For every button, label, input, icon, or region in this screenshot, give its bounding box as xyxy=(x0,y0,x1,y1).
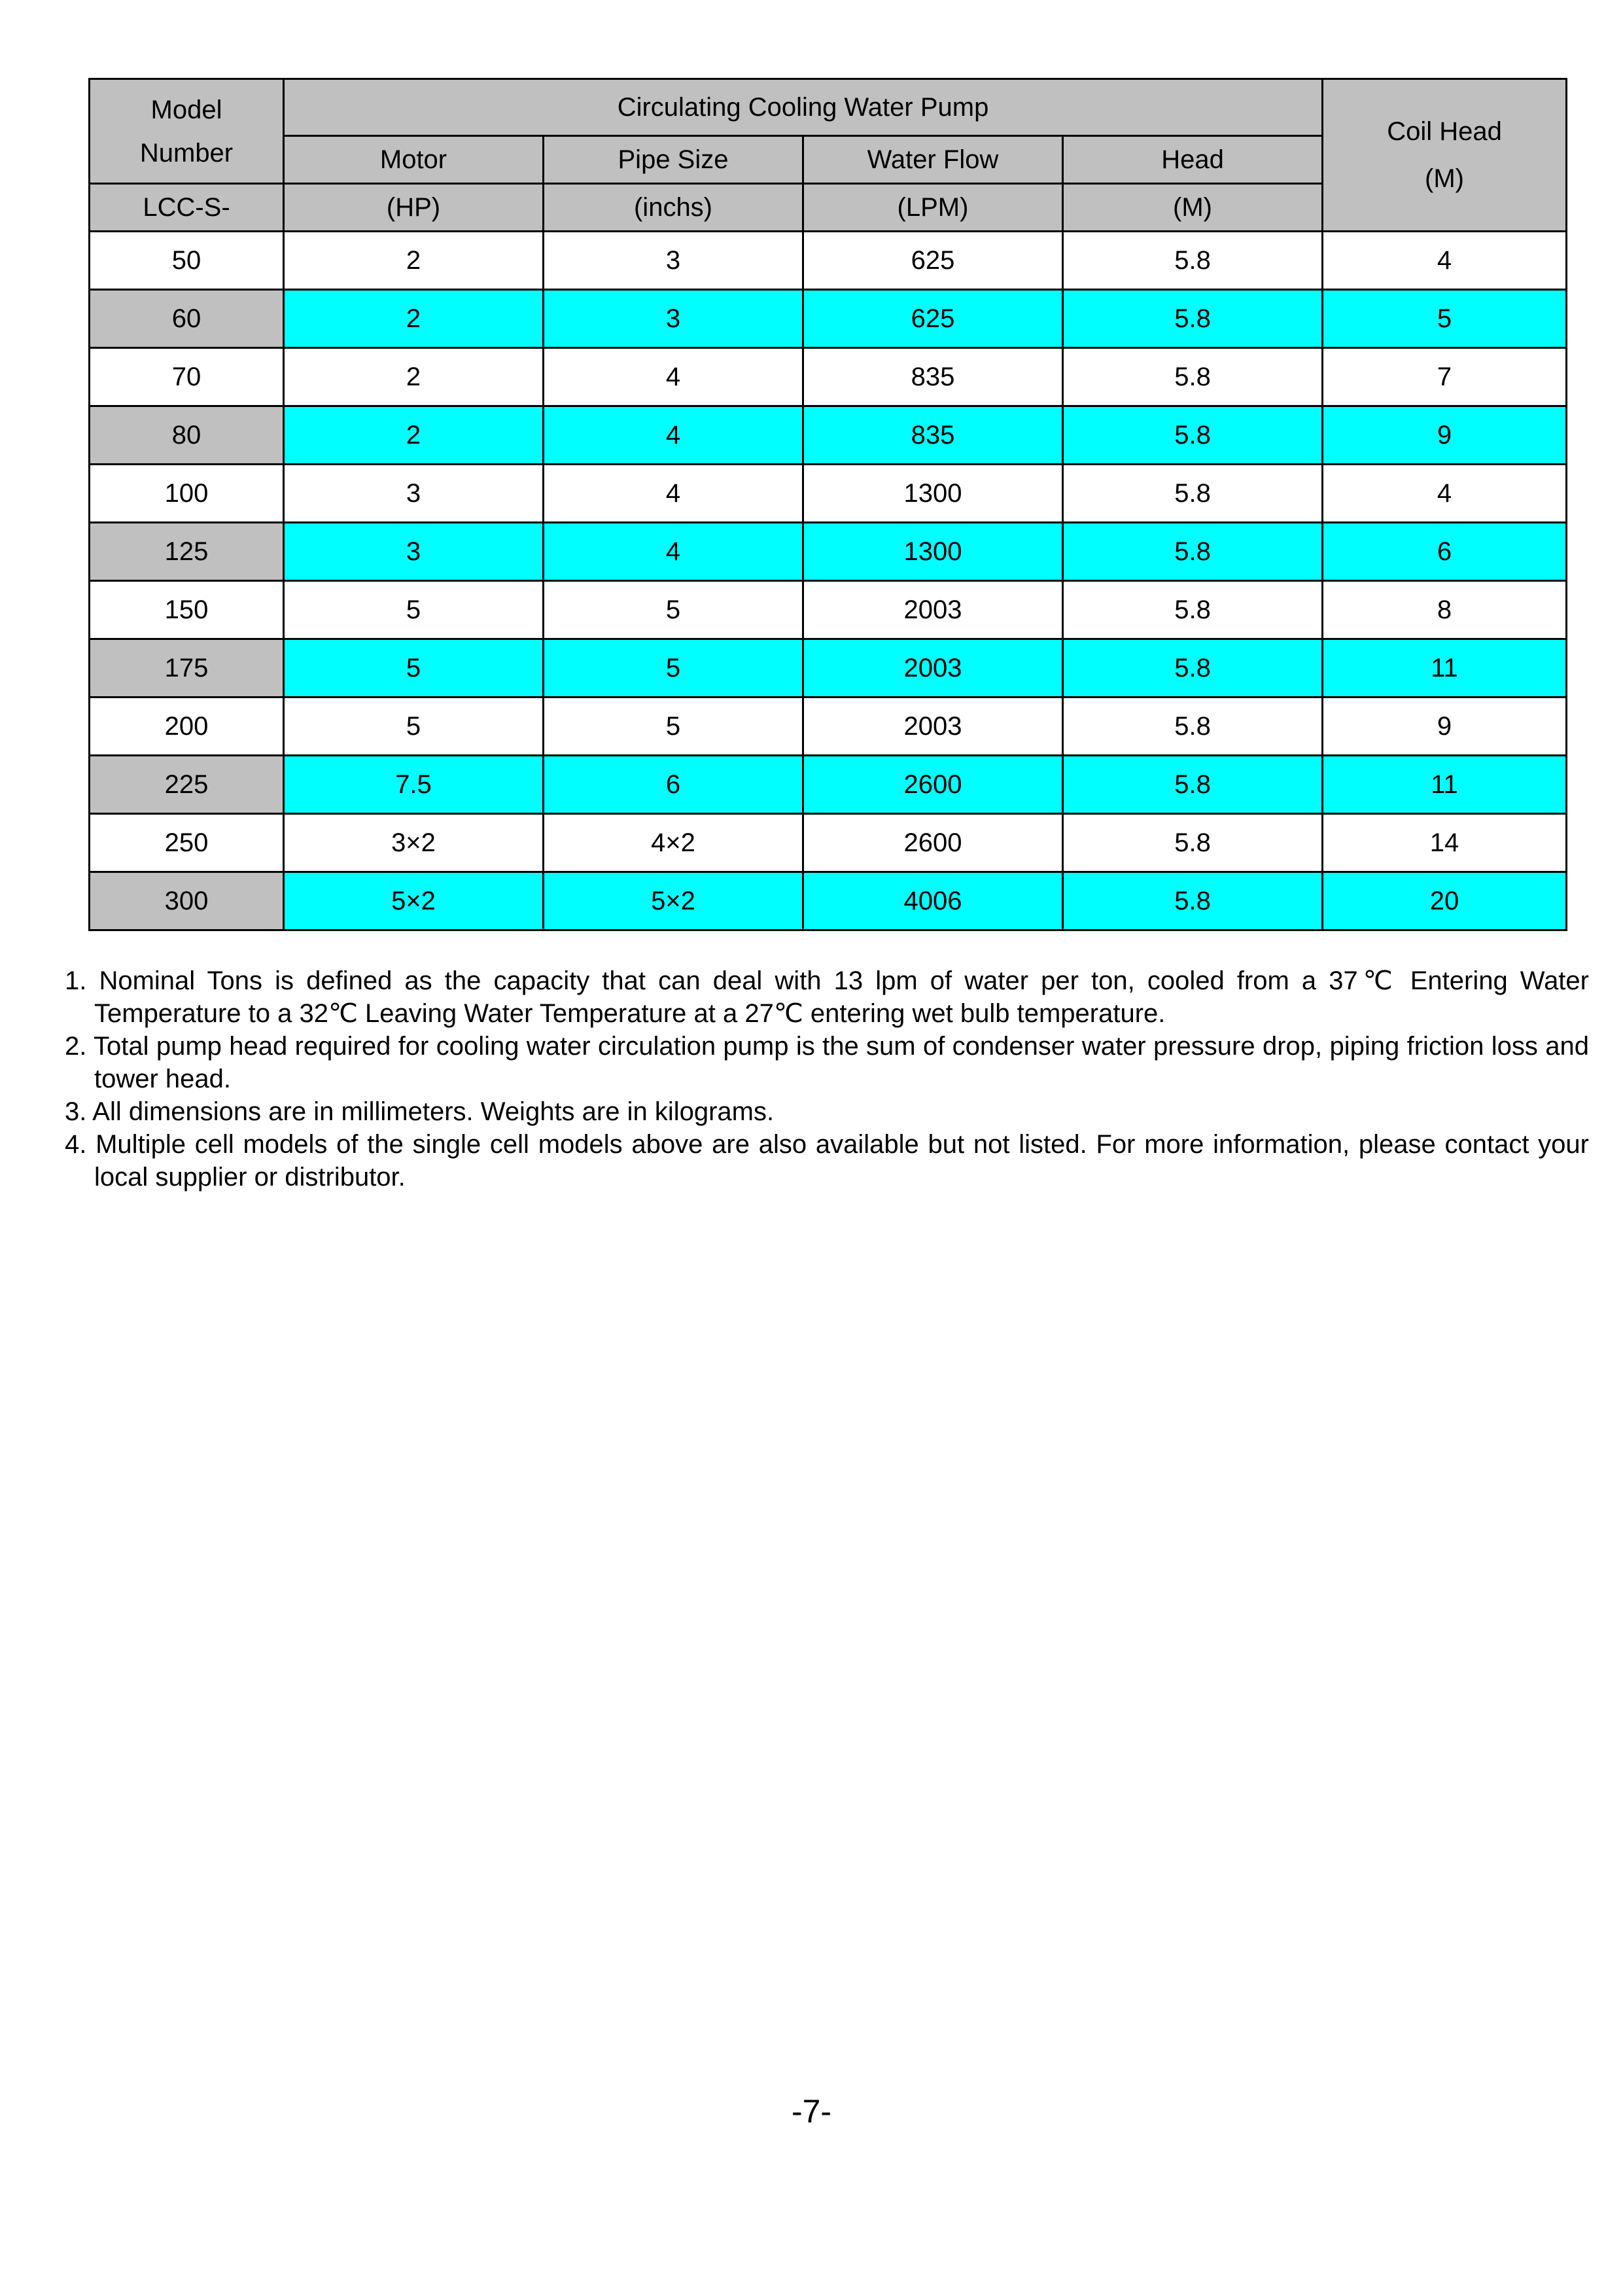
model-cell: 300 xyxy=(90,872,284,930)
pipe-size-cell: 4 xyxy=(544,523,803,581)
table-row xyxy=(90,814,1567,872)
head-cell: 5.8 xyxy=(1063,232,1323,290)
water-flow-cell: 835 xyxy=(803,348,1063,406)
head-cell: 5.8 xyxy=(1063,814,1323,872)
water-flow-cell: 4006 xyxy=(803,872,1063,930)
pipe-size-header: Pipe Size xyxy=(544,136,803,184)
head-header: Head xyxy=(1063,136,1323,184)
model-cell: 250 xyxy=(90,814,284,872)
coil-head-cell: 9 xyxy=(1323,406,1567,465)
model-cell: 100 xyxy=(90,465,284,523)
motor-cell: 2 xyxy=(284,290,544,348)
head-cell: 5.8 xyxy=(1063,698,1323,756)
motor-cell: 2 xyxy=(284,406,544,465)
model-cell: 125 xyxy=(90,523,284,581)
coil-head-cell: 20 xyxy=(1323,872,1567,930)
water-flow-cell: 2003 xyxy=(803,698,1063,756)
motor-cell: 2 xyxy=(284,348,544,406)
motor-cell: 5 xyxy=(284,639,544,698)
coil-head-unit: (M) xyxy=(1425,164,1464,193)
coil-head-cell: 8 xyxy=(1323,581,1567,639)
water-flow-cell: 2600 xyxy=(803,756,1063,814)
table-row xyxy=(90,348,1567,406)
note-item: 4. Multiple cell models of the single cell models above are also available but not listed. For more information, please contact your local supplier or distributor. xyxy=(65,1130,1589,1192)
coil-head-cell: 11 xyxy=(1323,639,1567,698)
model-cell: 70 xyxy=(90,348,284,406)
pump-group-header: Circulating Cooling Water Pump xyxy=(284,79,1323,136)
head-cell: 5.8 xyxy=(1063,639,1323,698)
pipe-size-cell: 4 xyxy=(544,406,803,465)
water-flow-cell: 2003 xyxy=(803,639,1063,698)
motor-cell: 2 xyxy=(284,232,544,290)
table-row xyxy=(90,465,1567,523)
model-prefix: LCC-S- xyxy=(90,184,284,232)
note-item: 2. Total pump head required for cooling water circulation pump is the sum of condenser water pressure drop, piping friction loss and tower head. xyxy=(65,1032,1589,1093)
coil-head-cell: 7 xyxy=(1323,348,1567,406)
model-cell: 80 xyxy=(90,406,284,465)
note-item: 1. Nominal Tons is defined as the capacity that can deal with 13 lpm of water per ton, cooled from a 37℃ Entering Water Temperature to a 32℃ Leaving Water Temperature at a 27℃ entering wet bulb temperature. xyxy=(65,966,1589,1028)
motor-cell: 5 xyxy=(284,698,544,756)
water-flow-cell: 835 xyxy=(803,406,1063,465)
water-flow-cell: 625 xyxy=(803,232,1063,290)
note-item: 3. All dimensions are in millimeters. Weights are in kilograms. xyxy=(65,1097,775,1126)
head-cell: 5.8 xyxy=(1063,872,1323,930)
table-row xyxy=(90,639,1567,698)
model-cell: 150 xyxy=(90,581,284,639)
motor-cell: 3 xyxy=(284,523,544,581)
table-row xyxy=(90,406,1567,465)
head-cell: 5.8 xyxy=(1063,581,1323,639)
pipe-size-cell: 3 xyxy=(544,290,803,348)
coil-head-cell: 4 xyxy=(1323,232,1567,290)
model-label: Model xyxy=(150,95,222,124)
pipe-size-cell: 6 xyxy=(544,756,803,814)
motor-unit: (HP) xyxy=(284,184,544,232)
head-cell: 5.8 xyxy=(1063,465,1323,523)
motor-cell: 5 xyxy=(284,581,544,639)
model-number-header xyxy=(90,79,284,184)
water-flow-header: Water Flow xyxy=(803,136,1063,184)
water-flow-cell: 1300 xyxy=(803,523,1063,581)
motor-cell: 7.5 xyxy=(284,756,544,814)
water-flow-unit: (LPM) xyxy=(803,184,1063,232)
coil-head-cell: 11 xyxy=(1323,756,1567,814)
spec-table xyxy=(88,78,1567,931)
pipe-size-cell: 5 xyxy=(544,581,803,639)
pipe-size-unit: (inchs) xyxy=(544,184,803,232)
head-cell: 5.8 xyxy=(1063,348,1323,406)
motor-cell: 5×2 xyxy=(284,872,544,930)
pipe-size-cell: 5 xyxy=(544,639,803,698)
pipe-size-cell: 3 xyxy=(544,232,803,290)
pipe-size-cell: 5 xyxy=(544,698,803,756)
table-row xyxy=(90,232,1567,290)
model-cell: 200 xyxy=(90,698,284,756)
water-flow-cell: 2003 xyxy=(803,581,1063,639)
coil-head-cell: 9 xyxy=(1323,698,1567,756)
head-cell: 5.8 xyxy=(1063,406,1323,465)
motor-cell: 3×2 xyxy=(284,814,544,872)
head-unit: (M) xyxy=(1063,184,1323,232)
coil-head-label: Coil Head xyxy=(1387,117,1502,146)
pipe-size-cell: 4 xyxy=(544,465,803,523)
head-cell: 5.8 xyxy=(1063,290,1323,348)
head-cell: 5.8 xyxy=(1063,756,1323,814)
coil-head-header xyxy=(1323,79,1567,232)
spec-table-body xyxy=(90,79,1567,930)
number-label: Number xyxy=(139,138,234,168)
motor-header: Motor xyxy=(284,136,544,184)
page-number: -7- xyxy=(791,2093,832,2130)
model-cell: 225 xyxy=(90,756,284,814)
water-flow-cell: 1300 xyxy=(803,465,1063,523)
pipe-size-cell: 4 xyxy=(544,348,803,406)
header-row-1 xyxy=(90,79,1567,136)
table-row xyxy=(90,698,1567,756)
pipe-size-cell: 4×2 xyxy=(544,814,803,872)
water-flow-cell: 625 xyxy=(803,290,1063,348)
pipe-size-cell: 5×2 xyxy=(544,872,803,930)
coil-head-cell: 14 xyxy=(1323,814,1567,872)
coil-head-cell: 6 xyxy=(1323,523,1567,581)
model-cell: 60 xyxy=(90,290,284,348)
table-row xyxy=(90,872,1567,930)
coil-head-cell: 5 xyxy=(1323,290,1567,348)
table-row xyxy=(90,523,1567,581)
motor-cell: 3 xyxy=(284,465,544,523)
table-row xyxy=(90,756,1567,814)
notes-list xyxy=(65,964,1589,1193)
water-flow-cell: 2600 xyxy=(803,814,1063,872)
model-cell: 175 xyxy=(90,639,284,698)
head-cell: 5.8 xyxy=(1063,523,1323,581)
model-cell: 50 xyxy=(90,232,284,290)
table-row xyxy=(90,290,1567,348)
table-row xyxy=(90,581,1567,639)
coil-head-cell: 4 xyxy=(1323,465,1567,523)
